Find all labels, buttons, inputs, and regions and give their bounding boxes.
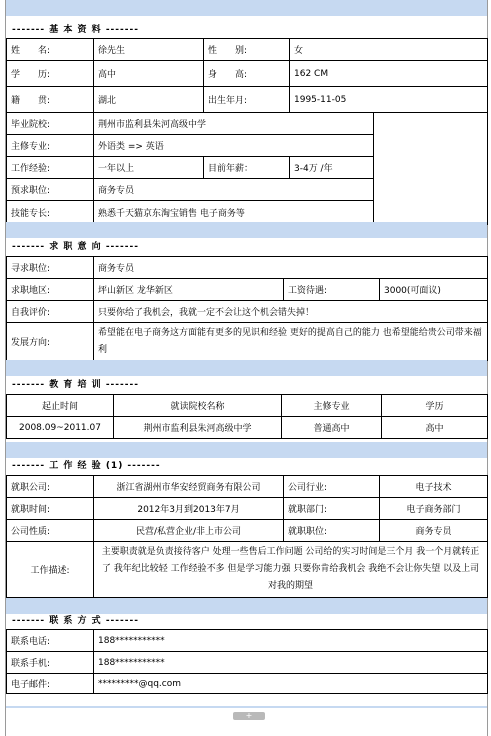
expand-button[interactable] bbox=[233, 712, 265, 720]
industry-value: 电子技术 bbox=[380, 476, 488, 498]
basic-section-header: ------- 基 本 资 料 ------- bbox=[6, 23, 487, 37]
phone-value: 188*********** bbox=[94, 630, 488, 652]
mobile-value: 188*********** bbox=[94, 652, 488, 674]
salary-label: 目前年薪： bbox=[204, 157, 290, 179]
area-value: 坪山新区 龙华新区 bbox=[94, 279, 284, 301]
name-value: 徐先生 bbox=[94, 39, 204, 61]
email-value: *********@qq.com bbox=[94, 674, 488, 694]
height-label: 身 高: bbox=[204, 61, 290, 87]
phone-label: 联系电话: bbox=[7, 630, 94, 652]
edu-time: 2008.09~2011.07 bbox=[7, 417, 114, 439]
origin-value: 湖北 bbox=[94, 87, 204, 113]
self-value: 只要你给了我机会，我就一定不会让这个机会错失掉！ bbox=[94, 301, 488, 323]
pay-label: 工资待遇: bbox=[284, 279, 380, 301]
contact-section-header: ------- 联 系 方 式 ------- bbox=[6, 614, 487, 628]
gender-value: 女 bbox=[290, 39, 488, 61]
origin-label: 籍 贯: bbox=[7, 87, 94, 113]
photo-cell bbox=[374, 113, 488, 225]
pos-value: 商务专员 bbox=[94, 257, 488, 279]
section-band bbox=[6, 222, 487, 238]
edu-header-school: 就读院校名称 bbox=[114, 395, 282, 417]
nature-label: 公司性质: bbox=[7, 520, 94, 542]
section-band bbox=[6, 442, 487, 458]
dev-value: 希望能在电子商务这方面能有更多的见识和经验 更好的提高自己的能力 也希望能给贵公司带来福利 bbox=[94, 323, 488, 361]
gender-label: 性 别: bbox=[204, 39, 290, 61]
email-label: 电子邮件: bbox=[7, 674, 94, 694]
section-band bbox=[6, 598, 487, 614]
intent-section-header: ------- 求 职 意 向 ------- bbox=[6, 240, 487, 254]
pos-label: 寻求职位: bbox=[7, 257, 94, 279]
salary-value: 3-4万 /年 bbox=[290, 157, 374, 179]
edu-major: 普通高中 bbox=[282, 417, 382, 439]
edu-label: 学 历: bbox=[7, 61, 94, 87]
want-value: 商务专员 bbox=[94, 179, 374, 201]
major-value: 外语类 => 英语 bbox=[94, 135, 374, 157]
resume-page bbox=[5, 0, 488, 736]
height-value: 162 CM bbox=[290, 61, 488, 87]
time-value: 2012年3月到2013年7月 bbox=[94, 498, 284, 520]
education-table bbox=[6, 394, 488, 439]
self-label: 自我评价: bbox=[7, 301, 94, 323]
bottom-rule bbox=[6, 706, 487, 708]
dept-label: 就职部门: bbox=[284, 498, 380, 520]
school-value: 荆州市监利县朱河高级中学 bbox=[94, 113, 374, 135]
basic-info-table bbox=[6, 38, 488, 225]
section-band bbox=[6, 0, 487, 16]
table-row bbox=[7, 417, 488, 439]
job-label: 就职职位: bbox=[284, 520, 380, 542]
industry-label: 公司行业: bbox=[284, 476, 380, 498]
edu-header-degree: 学历 bbox=[382, 395, 488, 417]
area-label: 求职地区: bbox=[7, 279, 94, 301]
intent-table bbox=[6, 256, 488, 361]
dept-value: 电子商务部门 bbox=[380, 498, 488, 520]
skill-label: 技能专长: bbox=[7, 201, 94, 225]
education-section-header: ------- 教 育 培 训 ------- bbox=[6, 378, 487, 392]
section-band bbox=[6, 360, 487, 376]
work-section-header: ------- 工 作 经 验 (1) ------- bbox=[6, 459, 487, 473]
edu-header-major: 主修专业 bbox=[282, 395, 382, 417]
want-label: 预求职位: bbox=[7, 179, 94, 201]
dev-label: 发展方向: bbox=[7, 323, 94, 361]
birth-label: 出生年月: bbox=[204, 87, 290, 113]
edu-degree: 高中 bbox=[382, 417, 488, 439]
work-table bbox=[6, 475, 488, 598]
contact-table bbox=[6, 629, 488, 694]
exp-value: 一年以上 bbox=[94, 157, 204, 179]
school-label: 毕业院校: bbox=[7, 113, 94, 135]
nature-value: 民营/私营企业/非上市公司 bbox=[94, 520, 284, 542]
plus-icon: + bbox=[245, 711, 253, 720]
exp-label: 工作经验: bbox=[7, 157, 94, 179]
desc-value: 主要职责就是负责接待客户 处理一些售后工作问题 公司给的实习时间是三个月 我一个月就转正了 我年纪比较轻 工作经验不多 但是学习能力强 只要你肯给我机会 我绝不会让你失望 以及上司对我的期望 bbox=[94, 542, 488, 598]
birth-value: 1995-11-05 bbox=[290, 87, 488, 113]
edu-value: 高中 bbox=[94, 61, 204, 87]
mobile-label: 联系手机: bbox=[7, 652, 94, 674]
edu-header-time: 起止时间 bbox=[7, 395, 114, 417]
time-label: 就职时间: bbox=[7, 498, 94, 520]
skill-value: 熟悉千天猫京东淘宝销售 电子商务等 bbox=[94, 201, 374, 225]
job-value: 商务专员 bbox=[380, 520, 488, 542]
name-label: 姓 名: bbox=[7, 39, 94, 61]
pay-value: 3000(可面议) bbox=[380, 279, 488, 301]
desc-label: 工作描述: bbox=[7, 542, 94, 598]
company-value: 浙江省湖州市华安经贸商务有限公司 bbox=[94, 476, 284, 498]
major-label: 主修专业: bbox=[7, 135, 94, 157]
edu-school: 荆州市监利县朱河高级中学 bbox=[114, 417, 282, 439]
company-label: 就职公司: bbox=[7, 476, 94, 498]
